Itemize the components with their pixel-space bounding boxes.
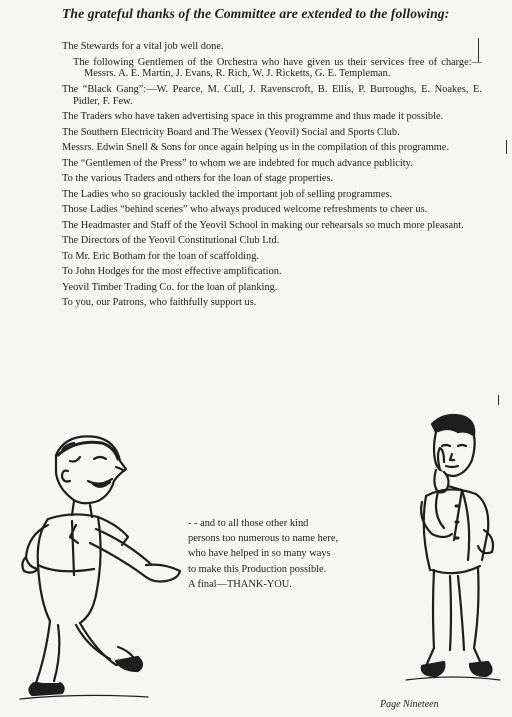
thanks-item: The “Gentlemen of the Press” to whom we are indebted for much advance publicity. [62,157,413,169]
thanks-item: The Southern Electricity Board and The Wessex (Yeovil) Social and Sports Club. [62,126,400,138]
page-number: Page Nineteen [380,699,439,710]
thanks-item: Those Ladies “behind scenes” who always produced welcome refreshments to cheer us. [62,204,428,216]
thanks-item: The Ladies who so graciously tackled the important job of selling programmes. [62,188,393,200]
thanks-item: Yeovil Timber Trading Co. for the loan of planking. [62,281,278,293]
margin-rule [498,395,499,405]
thanks-heading: The grateful thanks of the Committee are extended to the following: [62,6,450,21]
thanks-item: The following Gentlemen of the Orchestra who have given us their services free of charge:—Messrs. A. E. Martin, J. Evans, R. Rich, W. J. Ricketts, G. E. Templeman. [73,56,482,80]
thanks-item: To Mr. Eric Botham for the loan of scaffolding. [62,250,260,262]
closing-line: to make this Production possible. [188,563,327,575]
thinking-man-illustration [392,410,502,690]
thanks-item: The Stewards for a vital job well done. [62,41,224,52]
margin-rule [506,140,507,154]
thanks-item: To you, our Patrons, who faithfully support us. [62,297,257,309]
thanks-item: The “Black Gang”:—W. Pearce, M. Cull, J. Ravenscroft, B. Ellis, P. Burroughs, E. Noakes, E. Pidler, F. Few. [62,83,482,107]
closing-line: who have helped in so many ways [188,548,331,560]
closing-line: persons too numerous to name here, [188,533,339,545]
laughing-man-illustration [18,425,193,705]
thanks-item: To the various Traders and others for the loan of stage properties. [62,173,334,185]
thanks-item: The Directors of the Yeovil Constitutional Club Ltd. [62,235,280,247]
thanks-list [62,41,482,313]
closing-line: A final—THANK-YOU. [188,578,292,590]
closing-line: - - and to all those other kind [188,518,309,529]
thanks-item: The Traders who have taken advertising space in this programme and thus made it possible. [62,111,444,123]
thanks-item: The Headmaster and Staff of the Yeovil School in making our rehearsals so much more pleasant. [62,219,464,231]
thanks-item: Messrs. Edwin Snell & Sons for once again helping us in the compilation of this programme. [62,142,449,154]
closing-message [188,516,388,592]
thanks-item: To John Hodges for the most effective amplification. [62,266,282,278]
